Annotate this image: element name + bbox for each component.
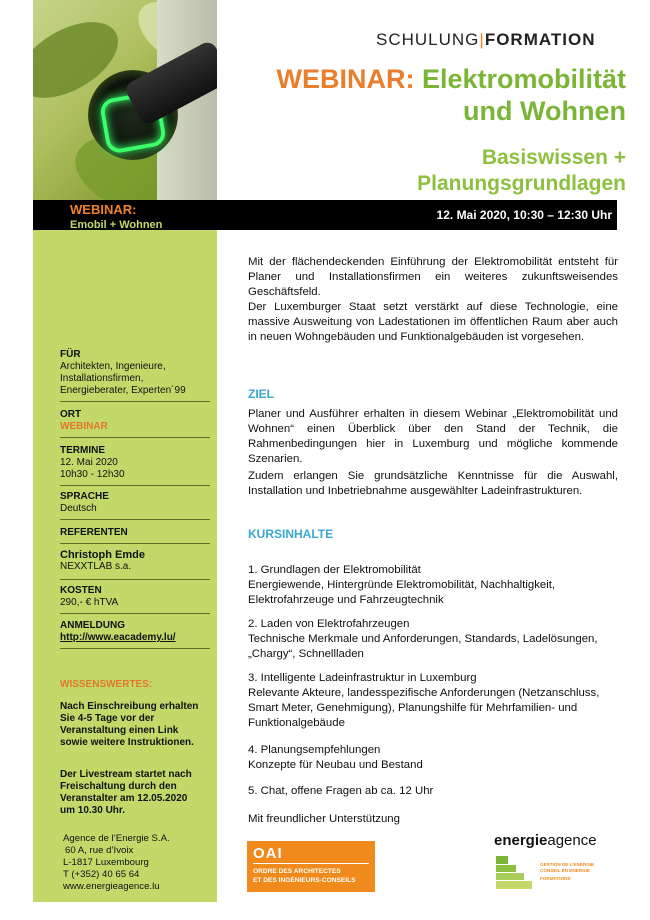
referent-name: Christoph Emde — [60, 549, 145, 561]
course-item-title: 4. Planungsempfehlungen — [248, 744, 381, 756]
intro-paragraph-1: Mit der flächendeckenden Einführung der Elektromobilität entsteht für Planer und Installationsfirmen ein weiteres zukunftsweisendes Geschäftsfeld. — [248, 256, 618, 298]
banner-date: 12. Mai 2020, 10:30 – 12:30 Uhr — [436, 208, 612, 222]
course-item-title: 3. Intelligente Ladeinfrastruktur in Luxemburg — [248, 672, 477, 684]
address-line: L-1817 Luxembourg — [63, 857, 149, 868]
energieagence-mark-icon — [496, 856, 536, 890]
oai-abbr: OAI — [253, 845, 283, 862]
address-line: Agence de l’Energie S.A. — [63, 833, 170, 844]
termine-label: TERMINE — [60, 445, 105, 456]
oai-logo-rule — [253, 863, 369, 864]
sidebar-divider — [60, 485, 210, 486]
brand-heading — [376, 30, 596, 50]
address-line: 60 A, rue d’Ivoix — [65, 845, 134, 856]
course-item — [248, 563, 618, 608]
sidebar-referent — [60, 549, 208, 573]
ea-tagline: GESTION DE L’ENERGIE — [540, 862, 595, 867]
anmeldung-label: ANMELDUNG — [60, 620, 125, 631]
course-item-title: 2. Laden von Elektrofahrzeugen — [248, 618, 410, 630]
ea-tagline: CONSEIL EN ENERGIE — [540, 868, 590, 873]
oai-logo — [247, 841, 375, 892]
brand-left: SCHULUNG — [376, 30, 480, 49]
sidebar-divider — [60, 648, 210, 649]
termine-date: 12. Mai 2020 — [60, 457, 118, 468]
sprache-label: SPRACHE — [60, 491, 109, 502]
energieagence-name — [494, 832, 597, 849]
sidebar-referenten — [60, 527, 208, 539]
sidebar-divider — [60, 579, 210, 580]
energieagence-logo — [494, 832, 624, 894]
ea-name-bold: energie — [494, 832, 548, 849]
course-item-text: Konzepte für Neubau und Bestand — [248, 759, 423, 771]
kosten-value: 290,- € hTVA — [60, 597, 119, 608]
brand-separator: | — [479, 30, 485, 49]
sidebar-divider — [60, 613, 210, 614]
fuer-text: Architekten, Ingenieure, Installationsfirmen, Energieberater, Experten´99 — [60, 361, 186, 396]
ziel-heading: ZIEL — [248, 387, 274, 401]
course-item-text: Energiewende, Hintergründe Elektromobilität, Nachhaltigkeit, Elektrofahrzeuge und Fahrzeugtechnik — [248, 579, 556, 606]
title-part1: Elektromobilität — [421, 64, 626, 94]
termine-time: 10h30 - 12h30 — [60, 469, 125, 480]
address-line: T (+352) 40 65 64 — [63, 869, 140, 880]
ort-value: WEBINAR — [60, 421, 108, 432]
brand-right: FORMATION — [484, 30, 596, 49]
ziel-paragraph-2: Zudem erlangen Sie grundsätzliche Kenntnisse für die Auswahl, Installation und Inbetriebnahme ausgewählter Ladeinfrastrukturen. — [248, 470, 618, 497]
sidebar-ort — [60, 409, 208, 433]
banner-sublabel: Emobil + Wohnen — [70, 219, 163, 231]
kosten-label: KOSTEN — [60, 585, 102, 596]
ea-name-rest: agence — [547, 832, 597, 849]
ort-label: ORT — [60, 409, 82, 420]
wissen-paragraph-2: Der Livestream startet nach Freischaltung durch den Veranstalter am 12.05.2020 um 10.30 Uhr. — [60, 769, 192, 816]
fuer-label: FÜR — [60, 349, 81, 360]
sidebar-sprache — [60, 491, 208, 515]
subtitle-line1: Basiswissen + — [481, 146, 626, 169]
course-item-title: 5. Chat, offene Fragen ab ca. 12 Uhr — [248, 785, 434, 797]
sidebar-anmeldung — [60, 620, 208, 644]
course-item-text: Relevante Akteure, landesspezifische Anforderungen (Netzanschluss, Smart Meter, Genehmigung), Planungshilfe für Mehrfamilien- und Funktionalgebäude — [248, 687, 600, 729]
course-item — [248, 671, 618, 731]
sidebar-kosten — [60, 585, 208, 609]
referenten-label: REFERENTEN — [60, 527, 128, 538]
sidebar-fuer — [60, 349, 208, 397]
oai-line2: ET DES INGÉNIEURS-CONSEILS — [253, 877, 356, 884]
address-line: www.energieagence.lu — [63, 881, 160, 892]
page-title-line2: und Wohnen — [463, 96, 626, 126]
ziel-paragraph-1: Planer und Ausführer erhalten in diesem Webinar „Elektromobilität und Wohnen“ einen Überblick über den Stand der Technik, die Rahmenbedingungen hier in Luxemburg und mögliche kommende Szenarien. — [248, 408, 618, 465]
wissenswertes-label: WISSENSWERTES: — [60, 679, 153, 690]
course-item-text: Technische Merkmale und Anforderungen, Standards, Ladelösungen, „Chargy“, Schnellladen — [248, 633, 598, 660]
sidebar-divider — [60, 543, 210, 544]
ea-tagline: FORMATIONS — [540, 876, 571, 881]
course-item — [248, 617, 618, 662]
wissen-paragraph-1: Nach Einschreibung erhalten Sie 4-5 Tage vor der Veranstaltung einen Link sowie weitere Instruktionen. — [60, 701, 199, 748]
subtitle-line2: Planungsgrundlagen — [417, 172, 626, 195]
oai-line1: ORDRE DES ARCHITECTES — [253, 868, 341, 875]
sidebar-divider — [60, 437, 210, 438]
kursinhalte-heading: KURSINHALTE — [248, 527, 334, 541]
course-item — [248, 784, 618, 799]
closing-text: Mit freundlicher Unterstützung — [248, 813, 400, 825]
course-item-title: 1. Grundlagen der Elektromobilität — [248, 564, 421, 576]
sidebar-termine — [60, 445, 208, 481]
registration-link[interactable]: http://www.eacademy.lu/ — [60, 632, 176, 643]
page-title-line1 — [276, 64, 626, 94]
sidebar-divider — [60, 401, 210, 402]
sprache-value: Deutsch — [60, 503, 97, 514]
course-item — [248, 743, 618, 773]
referent-company: NEXXTLAB s.a. — [60, 561, 132, 572]
sidebar-divider — [60, 519, 210, 520]
sidebar-wissenswertes — [60, 679, 208, 691]
address-block — [63, 833, 211, 893]
banner-label: WEBINAR: — [70, 202, 137, 217]
intro-paragraph-2: Der Luxemburger Staat setzt verstärkt auf diese Technologie, eine massive Ausweitung von Ladestationen im öffentlichen Raum aber auch in neuen Wohngebäuden und Funktionalgebäuden ist vorgesehen. — [248, 301, 618, 343]
header-photo-ev-charging — [33, 0, 217, 200]
title-prefix: WEBINAR: — [276, 64, 415, 94]
